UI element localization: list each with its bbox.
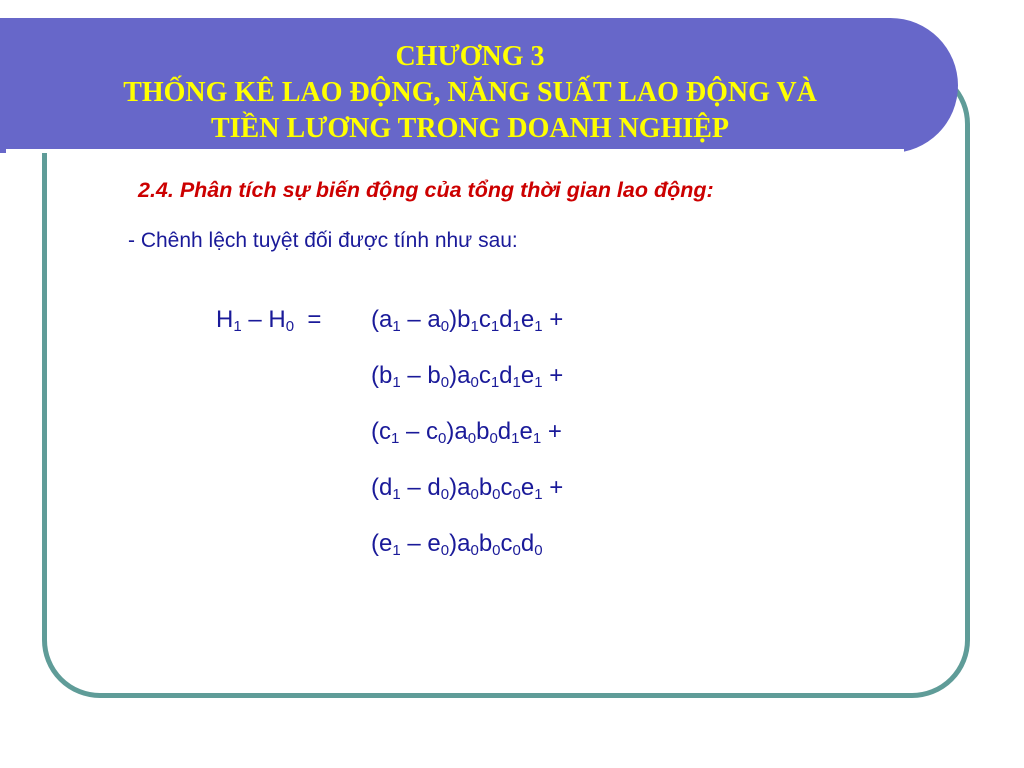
section-heading: 2.4. Phân tích sự biến động của tổng thời gian lao động: <box>138 178 714 202</box>
title-underline <box>6 149 904 153</box>
formula-term: $(c_1 - c_0)a_0b_0d_1e_1$ + <box>371 418 562 447</box>
formula-term: $(b_1 - b_0)a_0c_1d_1e_1$ + <box>371 362 564 391</box>
formula-term: $(a_1 - a_0)b_1c_1d_1e_1$ + <box>371 306 564 335</box>
title-line-2: THỐNG KÊ LAO ĐỘNG, NĂNG SUẤT LAO ĐỘNG VÀ <box>123 77 817 108</box>
slide-title <box>30 39 910 147</box>
title-banner <box>0 18 958 153</box>
bullet-text: - Chênh lệch tuyệt đối được tính như sau: <box>128 229 518 252</box>
title-line-3: TIỀN LƯƠNG TRONG DOANH NGHIỆP <box>210 113 730 144</box>
formula-term: $(d_1 - d_0)a_0b_0c_0e_1$ + <box>371 474 564 503</box>
title-line-1: CHƯƠNG 3 <box>395 41 545 72</box>
formula-lhs: $H_1 - H_0$ = <box>216 306 322 335</box>
formula-term: $(e_1 - e_0)a_0b_0c_0d_0$ <box>371 530 543 559</box>
